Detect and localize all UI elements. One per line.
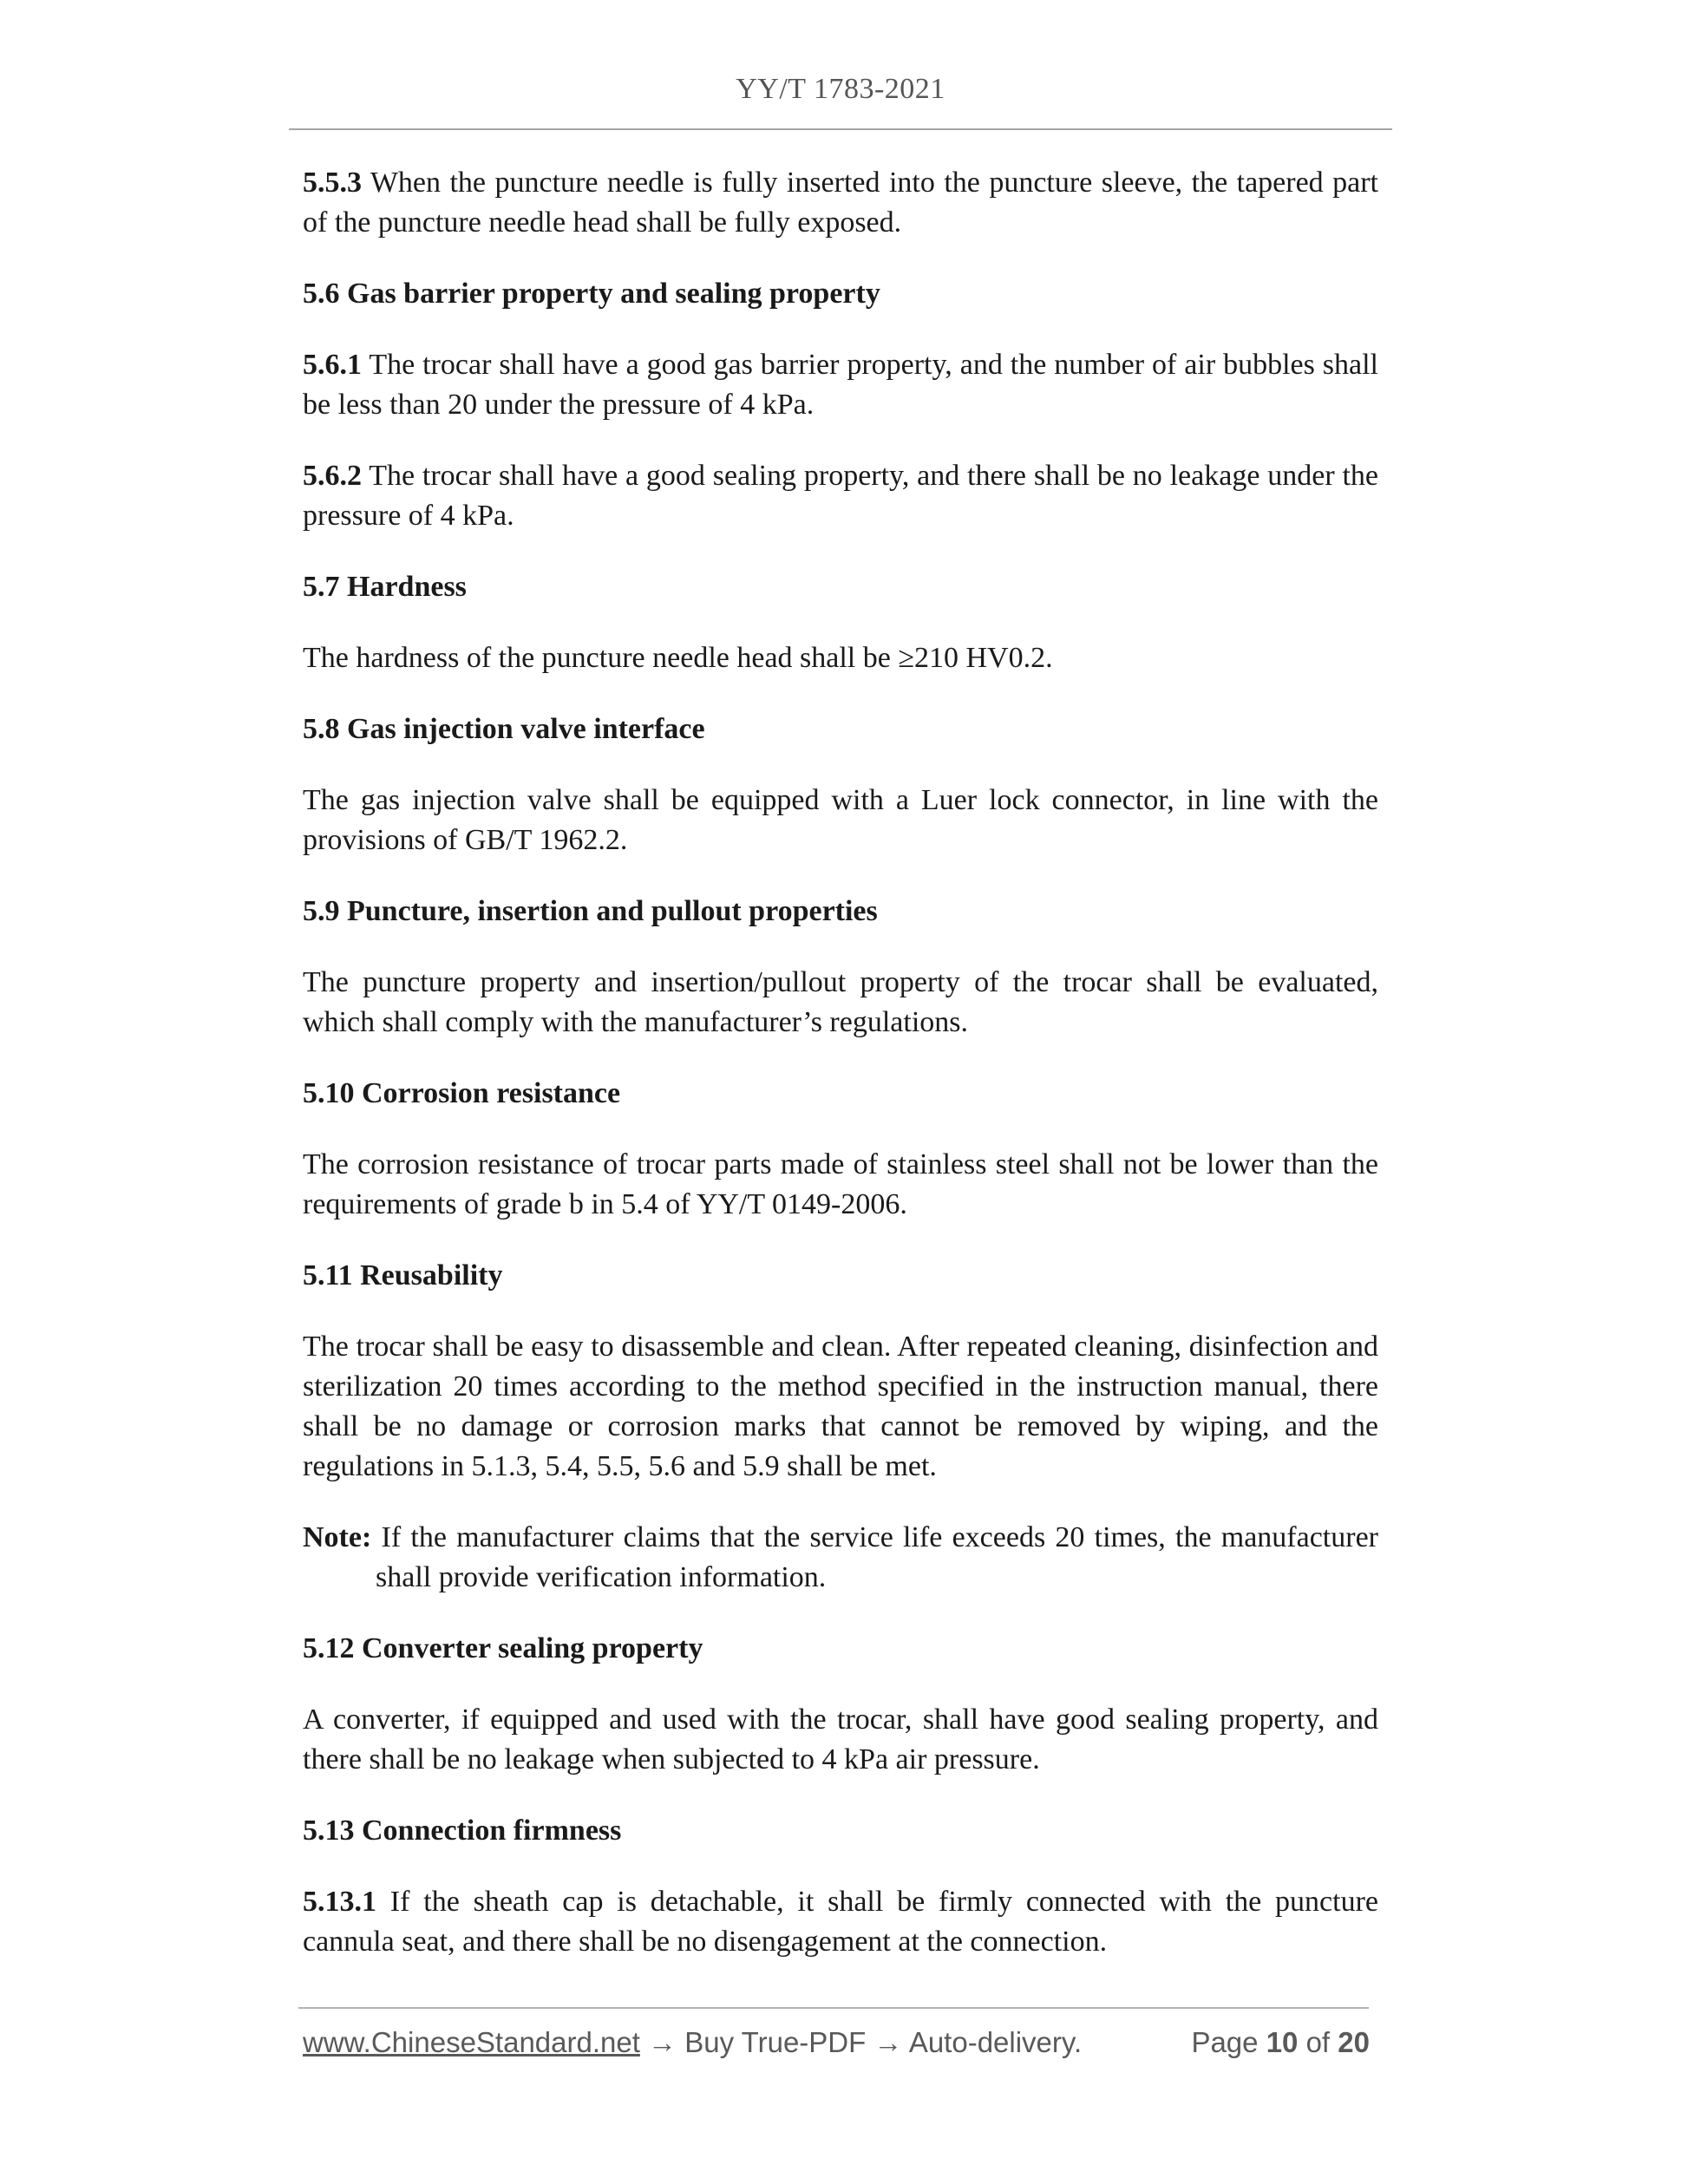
- paragraph-5-9: The puncture property and insertion/pullout property of the trocar shall be evaluated, which shall comply with the manufacturer’s regulations.: [303, 966, 1378, 1038]
- note-text: If the manufacturer claims that the service life exceeds 20 times, the manufacturer shall provide verification information.: [371, 1521, 1378, 1593]
- note-label: Note:: [303, 1521, 372, 1553]
- clause-5-13-1: [303, 1882, 1378, 1962]
- clause-text: If the sheath cap is detachable, it shall be firmly connected with the puncture cannula seat, and there shall be no disengagement at the connection.: [303, 1886, 1378, 1958]
- page-current: 10: [1266, 2026, 1299, 2058]
- page-of: of: [1305, 2026, 1331, 2058]
- clause-text: The trocar shall have a good gas barrier property, and the number of air bubbles shall be less than 20 under the pressure of 4 kPa.: [303, 349, 1378, 421]
- note-paragraph: [303, 1518, 1378, 1598]
- footer-promo: [303, 2026, 1082, 2059]
- clause-number: 5.13.1: [303, 1886, 376, 1918]
- clause-number: 5.6.2: [303, 460, 362, 492]
- paragraph-5-10: The corrosion resistance of trocar parts made of stainless steel shall not be lower than the requirements of grade b in 5.4 of YY/T 0149-2006.: [303, 1148, 1378, 1220]
- section-heading-5-6: 5.6 Gas barrier property and sealing property: [303, 278, 880, 310]
- page-total: 20: [1338, 2026, 1370, 2058]
- section-heading-5-7: 5.7 Hardness: [303, 571, 467, 603]
- section-heading-5-9: 5.9 Puncture, insertion and pullout properties: [303, 895, 878, 927]
- page-label: Page: [1191, 2026, 1259, 2058]
- page-indicator: [1191, 2026, 1370, 2059]
- clause-number: 5.5.3: [303, 167, 362, 199]
- paragraph-5-12: A converter, if equipped and used with the trocar, shall have good sealing property, and there shall be no leakage when subjected to 4 kPa air pressure.: [303, 1703, 1378, 1775]
- clause-5-5-3: [303, 163, 1378, 243]
- section-heading-5-12: 5.12 Converter sealing property: [303, 1632, 703, 1664]
- section-heading-5-8: 5.8 Gas injection valve interface: [303, 713, 705, 745]
- clause-number: 5.6.1: [303, 349, 362, 381]
- clause-5-6-2: [303, 456, 1378, 536]
- footer-divider: [298, 2007, 1369, 2009]
- clause-text: When the puncture needle is fully inserted into the puncture sleeve, the tapered part of the puncture needle head shall be fully exposed.: [303, 167, 1378, 239]
- header-divider: [289, 128, 1392, 130]
- paragraph-5-7: The hardness of the puncture needle head shall be ≥210 HV0.2.: [303, 642, 1053, 674]
- clause-5-6-1: [303, 345, 1378, 425]
- clause-text: The trocar shall have a good sealing property, and there shall be no leakage under the pressure of 4 kPa.: [303, 460, 1378, 532]
- section-heading-5-11: 5.11 Reusability: [303, 1259, 503, 1291]
- section-heading-5-13: 5.13 Connection firmness: [303, 1815, 622, 1847]
- page-footer: [303, 2026, 1370, 2070]
- document-body: [303, 163, 1378, 1993]
- paragraph-5-8: The gas injection valve shall be equipped with a Luer lock connector, in line with the provisions of GB/T 1962.2.: [303, 784, 1378, 856]
- document-header-id: YY/T 1783-2021: [736, 73, 945, 105]
- site-link[interactable]: www.ChineseStandard.net: [303, 2026, 640, 2058]
- footer-tagline: → Buy True-PDF → Auto-delivery.: [639, 2026, 1083, 2058]
- section-heading-5-10: 5.10 Corrosion resistance: [303, 1077, 621, 1109]
- paragraph-5-11: The trocar shall be easy to disassemble and clean. After repeated cleaning, disinfection and sterilization 20 times according to the method specified in the instruction manual, there shall be no damage or corrosion marks that cannot be removed by wiping, and the regulations in 5.1.3, 5.4, 5.5, 5.6 and 5.9 shall be met.: [303, 1331, 1378, 1482]
